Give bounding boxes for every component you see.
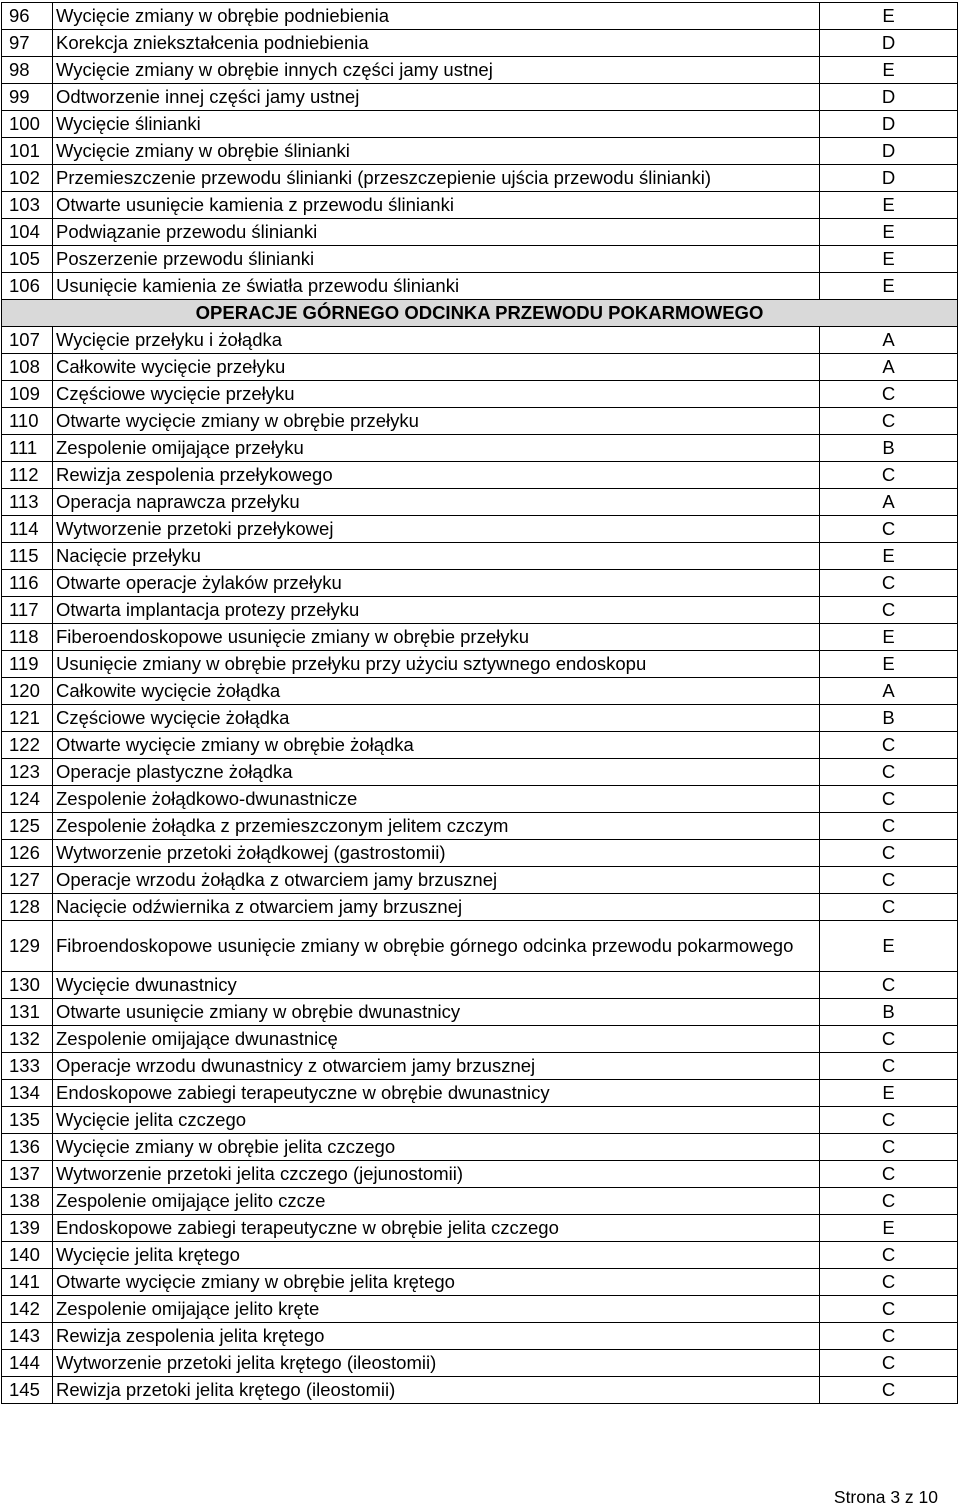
procedure-group-cell: A (820, 489, 958, 516)
procedure-number-cell: 135 (2, 1107, 53, 1134)
procedure-description-cell: Wycięcie przełyku i żołądka (53, 327, 820, 354)
procedure-description-cell: Usunięcie zmiany w obrębie przełyku przy użyciu sztywnego endoskopu (53, 651, 820, 678)
procedure-group-cell: A (820, 354, 958, 381)
procedure-number-cell: 102 (2, 165, 53, 192)
table-row (2, 1188, 958, 1215)
table-row (2, 489, 958, 516)
procedure-group-cell: C (820, 462, 958, 489)
table-row (2, 972, 958, 999)
table-row (2, 543, 958, 570)
table-row (2, 273, 958, 300)
procedure-description-cell: Wycięcie zmiany w obrębie jelita czczego (53, 1134, 820, 1161)
table-row (2, 435, 958, 462)
table-row (2, 381, 958, 408)
procedure-group-cell: C (820, 1350, 958, 1377)
table-row (2, 138, 958, 165)
procedure-group-cell: C (820, 1323, 958, 1350)
procedure-description-cell: Zespolenie omijające przełyku (53, 435, 820, 462)
procedure-group-cell: A (820, 327, 958, 354)
procedure-number-cell: 130 (2, 972, 53, 999)
procedure-description-cell: Otwarte wycięcie zmiany w obrębie przełyku (53, 408, 820, 435)
procedure-number-cell: 143 (2, 1323, 53, 1350)
procedure-description-cell: Otwarte usunięcie kamienia z przewodu ślinianki (53, 192, 820, 219)
procedure-number-cell: 122 (2, 732, 53, 759)
procedure-group-cell: B (820, 435, 958, 462)
procedure-description-cell: Całkowite wycięcie żołądka (53, 678, 820, 705)
procedures-table-body (2, 3, 958, 1404)
procedure-group-cell: C (820, 759, 958, 786)
procedure-number-cell: 117 (2, 597, 53, 624)
procedure-group-cell: E (820, 273, 958, 300)
table-row (2, 678, 958, 705)
procedure-group-cell: C (820, 408, 958, 435)
table-row (2, 1323, 958, 1350)
procedure-description-cell: Operacje wrzodu żołądka z otwarciem jamy brzusznej (53, 867, 820, 894)
procedure-description-cell: Częściowe wycięcie przełyku (53, 381, 820, 408)
procedure-number-cell: 106 (2, 273, 53, 300)
procedure-group-cell: C (820, 516, 958, 543)
procedure-description-cell: Otwarte wycięcie zmiany w obrębie żołądka (53, 732, 820, 759)
procedure-number-cell: 109 (2, 381, 53, 408)
procedure-group-cell: C (820, 381, 958, 408)
procedure-description-cell: Zespolenie omijające dwunastnicę (53, 1026, 820, 1053)
procedure-group-cell: E (820, 921, 958, 972)
procedure-number-cell: 137 (2, 1161, 53, 1188)
procedure-description-cell: Endoskopowe zabiegi terapeutyczne w obrębie jelita czczego (53, 1215, 820, 1242)
table-row (2, 759, 958, 786)
procedure-group-cell: C (820, 1242, 958, 1269)
procedure-number-cell: 133 (2, 1053, 53, 1080)
procedure-description-cell: Wycięcie zmiany w obrębie innych części jamy ustnej (53, 57, 820, 84)
table-row (2, 1350, 958, 1377)
procedure-group-cell: B (820, 705, 958, 732)
table-row (2, 84, 958, 111)
procedure-number-cell: 112 (2, 462, 53, 489)
procedure-group-cell: C (820, 786, 958, 813)
procedure-number-cell: 101 (2, 138, 53, 165)
procedure-group-cell: D (820, 165, 958, 192)
procedure-group-cell: C (820, 972, 958, 999)
procedure-description-cell: Wytworzenie przetoki jelita czczego (jejunostomii) (53, 1161, 820, 1188)
procedure-description-cell: Operacje wrzodu dwunastnicy z otwarciem jamy brzusznej (53, 1053, 820, 1080)
table-row (2, 813, 958, 840)
procedure-number-cell: 132 (2, 1026, 53, 1053)
procedure-description-cell: Usunięcie kamienia ze światła przewodu ślinianki (53, 273, 820, 300)
procedure-number-cell: 138 (2, 1188, 53, 1215)
procedure-group-cell: C (820, 1296, 958, 1323)
procedure-group-cell: C (820, 1377, 958, 1404)
procedure-description-cell: Zespolenie żołądka z przemieszczonym jelitem czczym (53, 813, 820, 840)
procedure-number-cell: 144 (2, 1350, 53, 1377)
table-row (2, 219, 958, 246)
procedure-number-cell: 139 (2, 1215, 53, 1242)
table-row (2, 786, 958, 813)
procedure-number-cell: 142 (2, 1296, 53, 1323)
procedure-number-cell: 118 (2, 624, 53, 651)
procedure-number-cell: 134 (2, 1080, 53, 1107)
procedure-number-cell: 119 (2, 651, 53, 678)
procedure-number-cell: 104 (2, 219, 53, 246)
table-row (2, 327, 958, 354)
table-row (2, 1215, 958, 1242)
procedure-number-cell: 99 (2, 84, 53, 111)
table-row (2, 651, 958, 678)
procedure-number-cell: 121 (2, 705, 53, 732)
table-row (2, 1269, 958, 1296)
procedure-description-cell: Operacja naprawcza przełyku (53, 489, 820, 516)
procedure-description-cell: Wytworzenie przetoki żołądkowej (gastrostomii) (53, 840, 820, 867)
procedure-description-cell: Zespolenie omijające jelito kręte (53, 1296, 820, 1323)
table-row (2, 111, 958, 138)
table-row (2, 840, 958, 867)
procedure-description-cell: Korekcja zniekształcenia podniebienia (53, 30, 820, 57)
procedure-description-cell: Wycięcie zmiany w obrębie ślinianki (53, 138, 820, 165)
procedure-description-cell: Podwiązanie przewodu ślinianki (53, 219, 820, 246)
procedure-description-cell: Fiberoendoskopowe usunięcie zmiany w obrębie przełyku (53, 624, 820, 651)
procedure-group-cell: C (820, 813, 958, 840)
procedure-number-cell: 140 (2, 1242, 53, 1269)
procedure-number-cell: 97 (2, 30, 53, 57)
procedure-number-cell: 110 (2, 408, 53, 435)
procedure-group-cell: C (820, 1161, 958, 1188)
procedure-group-cell: C (820, 1188, 958, 1215)
procedure-description-cell: Otwarta implantacja protezy przełyku (53, 597, 820, 624)
procedure-group-cell: E (820, 1215, 958, 1242)
table-row (2, 462, 958, 489)
table-row (2, 1053, 958, 1080)
procedure-description-cell: Rewizja zespolenia przełykowego (53, 462, 820, 489)
procedure-number-cell: 129 (2, 921, 53, 972)
table-row (2, 597, 958, 624)
table-row (2, 246, 958, 273)
procedure-description-cell: Wytworzenie przetoki jelita krętego (ileostomii) (53, 1350, 820, 1377)
procedure-description-cell: Zespolenie żołądkowo-dwunastnicze (53, 786, 820, 813)
procedure-description-cell: Wycięcie ślinianki (53, 111, 820, 138)
table-row (2, 3, 958, 30)
table-row (2, 516, 958, 543)
procedure-description-cell: Zespolenie omijające jelito czcze (53, 1188, 820, 1215)
procedure-group-cell: E (820, 1080, 958, 1107)
procedure-number-cell: 123 (2, 759, 53, 786)
procedure-group-cell: D (820, 84, 958, 111)
procedure-number-cell: 131 (2, 999, 53, 1026)
procedure-description-cell: Wytworzenie przetoki przełykowej (53, 516, 820, 543)
table-row (2, 1026, 958, 1053)
procedure-description-cell: Wycięcie jelita krętego (53, 1242, 820, 1269)
table-row (2, 1242, 958, 1269)
table-row (2, 624, 958, 651)
table-row (2, 408, 958, 435)
procedure-number-cell: 145 (2, 1377, 53, 1404)
procedure-group-cell: E (820, 219, 958, 246)
procedure-description-cell: Otwarte wycięcie zmiany w obrębie jelita krętego (53, 1269, 820, 1296)
procedure-group-cell: E (820, 651, 958, 678)
procedure-description-cell: Otwarte usunięcie zmiany w obrębie dwunastnicy (53, 999, 820, 1026)
procedure-number-cell: 120 (2, 678, 53, 705)
table-row (2, 570, 958, 597)
procedure-description-cell: Fibroendoskopowe usunięcie zmiany w obrębie górnego odcinka przewodu pokarmowego (53, 921, 820, 972)
procedure-group-cell: C (820, 1026, 958, 1053)
procedure-group-cell: A (820, 678, 958, 705)
table-row (2, 1080, 958, 1107)
procedure-number-cell: 127 (2, 867, 53, 894)
table-row (2, 1296, 958, 1323)
procedure-description-cell: Endoskopowe zabiegi terapeutyczne w obrębie dwunastnicy (53, 1080, 820, 1107)
procedure-group-cell: C (820, 1269, 958, 1296)
procedure-description-cell: Przemieszczenie przewodu ślinianki (przeszczepienie ujścia przewodu ślinianki) (53, 165, 820, 192)
procedure-number-cell: 136 (2, 1134, 53, 1161)
table-row (2, 1134, 958, 1161)
procedure-group-cell: E (820, 624, 958, 651)
procedure-number-cell: 115 (2, 543, 53, 570)
procedure-group-cell: E (820, 192, 958, 219)
table-row (2, 192, 958, 219)
procedure-number-cell: 107 (2, 327, 53, 354)
procedure-group-cell: D (820, 30, 958, 57)
table-row (2, 1377, 958, 1404)
procedure-description-cell: Częściowe wycięcie żołądka (53, 705, 820, 732)
procedure-group-cell: C (820, 570, 958, 597)
table-row (2, 894, 958, 921)
procedure-number-cell: 96 (2, 3, 53, 30)
table-row (2, 165, 958, 192)
section-header-row (2, 300, 958, 327)
procedure-number-cell: 141 (2, 1269, 53, 1296)
table-row (2, 921, 958, 972)
procedure-description-cell: Poszerzenie przewodu ślinianki (53, 246, 820, 273)
procedure-number-cell: 124 (2, 786, 53, 813)
procedure-group-cell: C (820, 1134, 958, 1161)
table-row (2, 999, 958, 1026)
procedure-number-cell: 128 (2, 894, 53, 921)
procedure-description-cell: Wycięcie dwunastnicy (53, 972, 820, 999)
table-row (2, 1107, 958, 1134)
procedure-description-cell: Wycięcie zmiany w obrębie podniebienia (53, 3, 820, 30)
procedures-table (1, 2, 958, 1404)
procedure-group-cell: D (820, 138, 958, 165)
procedure-group-cell: C (820, 840, 958, 867)
procedure-number-cell: 100 (2, 111, 53, 138)
procedure-group-cell: E (820, 57, 958, 84)
procedure-group-cell: C (820, 867, 958, 894)
table-row (2, 57, 958, 84)
procedure-group-cell: C (820, 894, 958, 921)
procedure-description-cell: Nacięcie przełyku (53, 543, 820, 570)
procedure-number-cell: 108 (2, 354, 53, 381)
procedure-group-cell: C (820, 732, 958, 759)
procedure-description-cell: Otwarte operacje żylaków przełyku (53, 570, 820, 597)
procedure-description-cell: Odtworzenie innej części jamy ustnej (53, 84, 820, 111)
table-row (2, 1161, 958, 1188)
procedure-number-cell: 125 (2, 813, 53, 840)
procedure-number-cell: 114 (2, 516, 53, 543)
procedure-description-cell: Wycięcie jelita czczego (53, 1107, 820, 1134)
procedure-number-cell: 105 (2, 246, 53, 273)
procedure-number-cell: 113 (2, 489, 53, 516)
procedure-description-cell: Całkowite wycięcie przełyku (53, 354, 820, 381)
procedure-number-cell: 116 (2, 570, 53, 597)
table-row (2, 354, 958, 381)
section-title: OPERACJE GÓRNEGO ODCINKA PRZEWODU POKARMOWEGO (2, 300, 958, 327)
procedure-group-cell: C (820, 1053, 958, 1080)
procedure-description-cell: Nacięcie odźwiernika z otwarciem jamy brzusznej (53, 894, 820, 921)
procedure-group-cell: D (820, 111, 958, 138)
table-row (2, 867, 958, 894)
procedure-group-cell: B (820, 999, 958, 1026)
procedure-number-cell: 103 (2, 192, 53, 219)
procedure-group-cell: E (820, 3, 958, 30)
procedure-description-cell: Rewizja przetoki jelita krętego (ileostomii) (53, 1377, 820, 1404)
table-row (2, 30, 958, 57)
page-number: Strona 3 z 10 (833, 1487, 938, 1507)
procedure-group-cell: C (820, 597, 958, 624)
table-row (2, 732, 958, 759)
procedure-group-cell: E (820, 246, 958, 273)
procedure-number-cell: 98 (2, 57, 53, 84)
procedure-description-cell: Operacje plastyczne żołądka (53, 759, 820, 786)
procedure-group-cell: E (820, 543, 958, 570)
table-row (2, 705, 958, 732)
procedure-description-cell: Rewizja zespolenia jelita krętego (53, 1323, 820, 1350)
procedure-number-cell: 126 (2, 840, 53, 867)
procedure-group-cell: C (820, 1107, 958, 1134)
procedure-number-cell: 111 (2, 435, 53, 462)
